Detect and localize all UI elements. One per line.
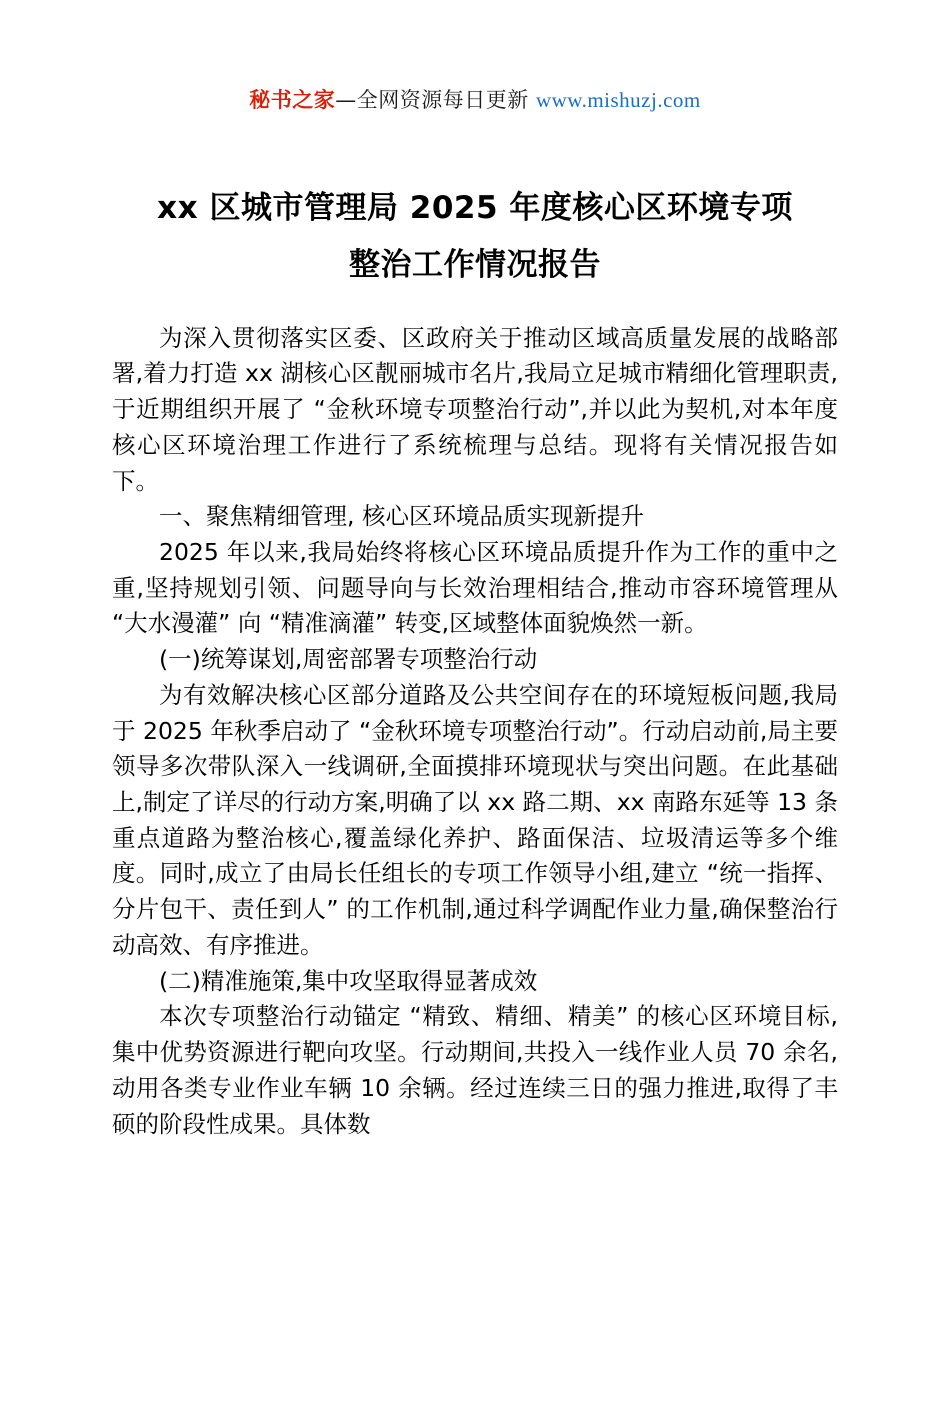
subsection-heading-2: (二)精准施策,集中攻坚取得显著成效 [159,966,538,995]
body-paragraph: 2025 年以来,我局始终将核心区环境品质提升作为工作的重中之重,坚持规划引领、问题导向与长效治理相结合,推动市容环境管理从 “大水漫灌” 向 “精准滴灌” 转变,区域整体面貌焕然一新。 [112,538,838,638]
body-paragraph: 本次专项整治行动锚定 “精致、精细、精美” 的核心区环境目标,集中优势资源进行靶向攻坚。行动期间,共投入一线作业人员 70 余名,动用各类专业作业车辆 10 余辆。经过连续三日的强力推进,取得了丰硕的阶段性成果。具体数 [112,1002,838,1138]
watermark-url[interactable]: www.mishuzj.com [535,88,701,112]
section-heading-1: 一、聚焦精细管理, 核心区环境品质实现新提升 [159,502,644,531]
document-body [112,321,838,1143]
site-watermark [112,84,838,114]
page-title-line-2: 整治工作情况报告 [349,247,601,284]
document-page [0,84,950,1428]
page-title [112,180,838,295]
page-title-line-1: xx 区城市管理局 2025 年度核心区环境专项 [157,190,793,226]
watermark-brand: 秘书之家 [249,88,336,112]
subsection-heading-1: (一)统筹谋划,周密部署专项整治行动 [159,645,538,674]
body-paragraph: 为有效解决核心区部分道路及公共空间存在的环境短板问题,我局于 2025 年秋季启动了 “金秋环境专项整治行动”。行动启动前,局主要领导多次带队深入一线调研,全面摸排环境现状与突出问题。在此基础上,制定了详尽的行动方案,明确了以 xx 路二期、xx 南路东延等 13 条重点道路为整治核心,覆盖绿化养护、路面保洁、垃圾清运等多个维度。同时,成立了由局长任组长的专项工作领导小组,建立 “统一指挥、分片包干、责任到人” 的工作机制,通过科学调配作业力量,确保整治行动高效、有序推进。 [112,680,838,959]
watermark-tagline: —全网资源每日更新 [335,88,529,112]
body-paragraph: 为深入贯彻落实区委、区政府关于推动区域高质量发展的战略部署,着力打造 xx 湖核心区靓丽城市名片,我局立足城市精细化管理职责,于近期组织开展了 “金秋环境专项整治行动”,并以此为契机,对本年度核心区环境治理工作进行了系统梳理与总结。现将有关情况报告如下。 [112,323,838,495]
